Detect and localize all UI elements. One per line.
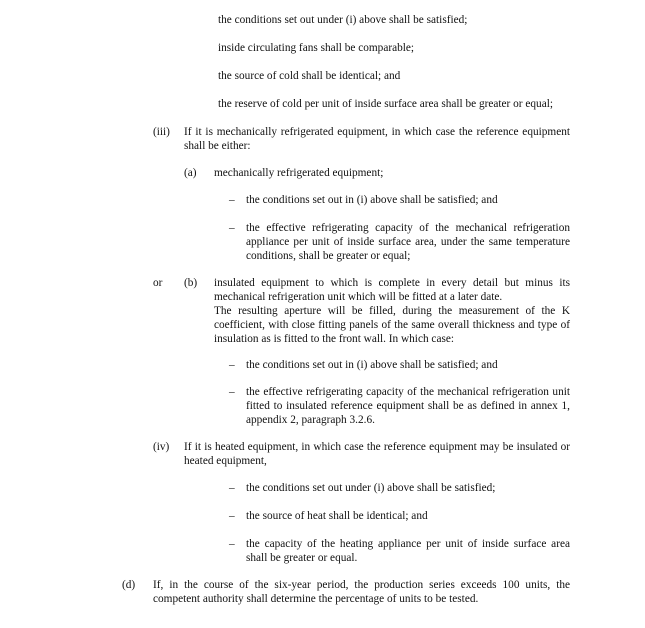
item-iii-a-text: mechanically refrigerated equipment;	[214, 167, 384, 179]
item-d-text: If, in the course of the six-year period, the production series exceeds 100 units, the competent authority shall determine the percentage of units to be tested.	[153, 579, 570, 605]
item-iii-b-bullet-2: the effective refrigerating capacity of the mechanical refrigeration unit fitted to insulated reference equipment shall be as defined in annex 1, appendix 2, paragraph 3.2.6.	[246, 386, 570, 426]
item-iii-label: (iii)	[153, 126, 170, 138]
dash-bullet: –	[229, 538, 235, 550]
item-d-label: (d)	[122, 579, 136, 591]
dash-bullet: –	[229, 194, 235, 206]
item-iii-a-bullet-2: the effective refrigerating capacity of the mechanical refrigeration appliance per unit of inside surface area, under the same temperature conditions, shall be greater or equal;	[246, 222, 570, 262]
item-iii-b-label: (b)	[184, 277, 198, 289]
condition-line-3: the source of cold shall be identical; and	[218, 70, 401, 82]
item-iv-bullet-2: the source of heat shall be identical; and	[246, 510, 428, 522]
item-iii-a-label: (a)	[184, 167, 197, 179]
item-iv-bullet-1: the conditions set out under (i) above shall be satisfied;	[246, 482, 496, 494]
item-iii-text: If it is mechanically refrigerated equipment, in which case the reference equipment shall be either:	[184, 126, 570, 152]
dash-bullet: –	[229, 482, 235, 494]
item-iii-b-text-2: The resulting aperture will be filled, during the measurement of the K coefficient, with close fitting panels of the same overall thickness and type of insulation as is fitted to the front wall. In which case:	[214, 305, 570, 345]
dash-bullet: –	[229, 386, 235, 398]
dash-bullet: –	[229, 510, 235, 522]
dash-bullet: –	[229, 359, 235, 371]
or-connector: or	[153, 277, 163, 289]
item-iii-b-text-1: insulated equipment to which is complete in every detail but minus its mechanical refrigeration unit which will be fitted at a later date.	[214, 277, 570, 303]
condition-line-4: the reserve of cold per unit of inside surface area shall be greater or equal;	[218, 98, 553, 110]
item-iii-b-bullet-1: the conditions set out in (i) above shall be satisfied; and	[246, 359, 498, 371]
item-iii-a-bullet-1: the conditions set out in (i) above shall be satisfied; and	[246, 194, 498, 206]
item-iv-bullet-3: the capacity of the heating appliance per unit of inside surface area shall be greater or equal.	[246, 538, 570, 564]
condition-line-1: the conditions set out under (i) above shall be satisfied;	[218, 14, 468, 26]
item-iv-text: If it is heated equipment, in which case the reference equipment may be insulated or heated equipment,	[184, 441, 570, 467]
dash-bullet: –	[229, 222, 235, 234]
item-iv-label: (iv)	[153, 441, 170, 453]
condition-line-2: inside circulating fans shall be comparable;	[218, 42, 415, 54]
